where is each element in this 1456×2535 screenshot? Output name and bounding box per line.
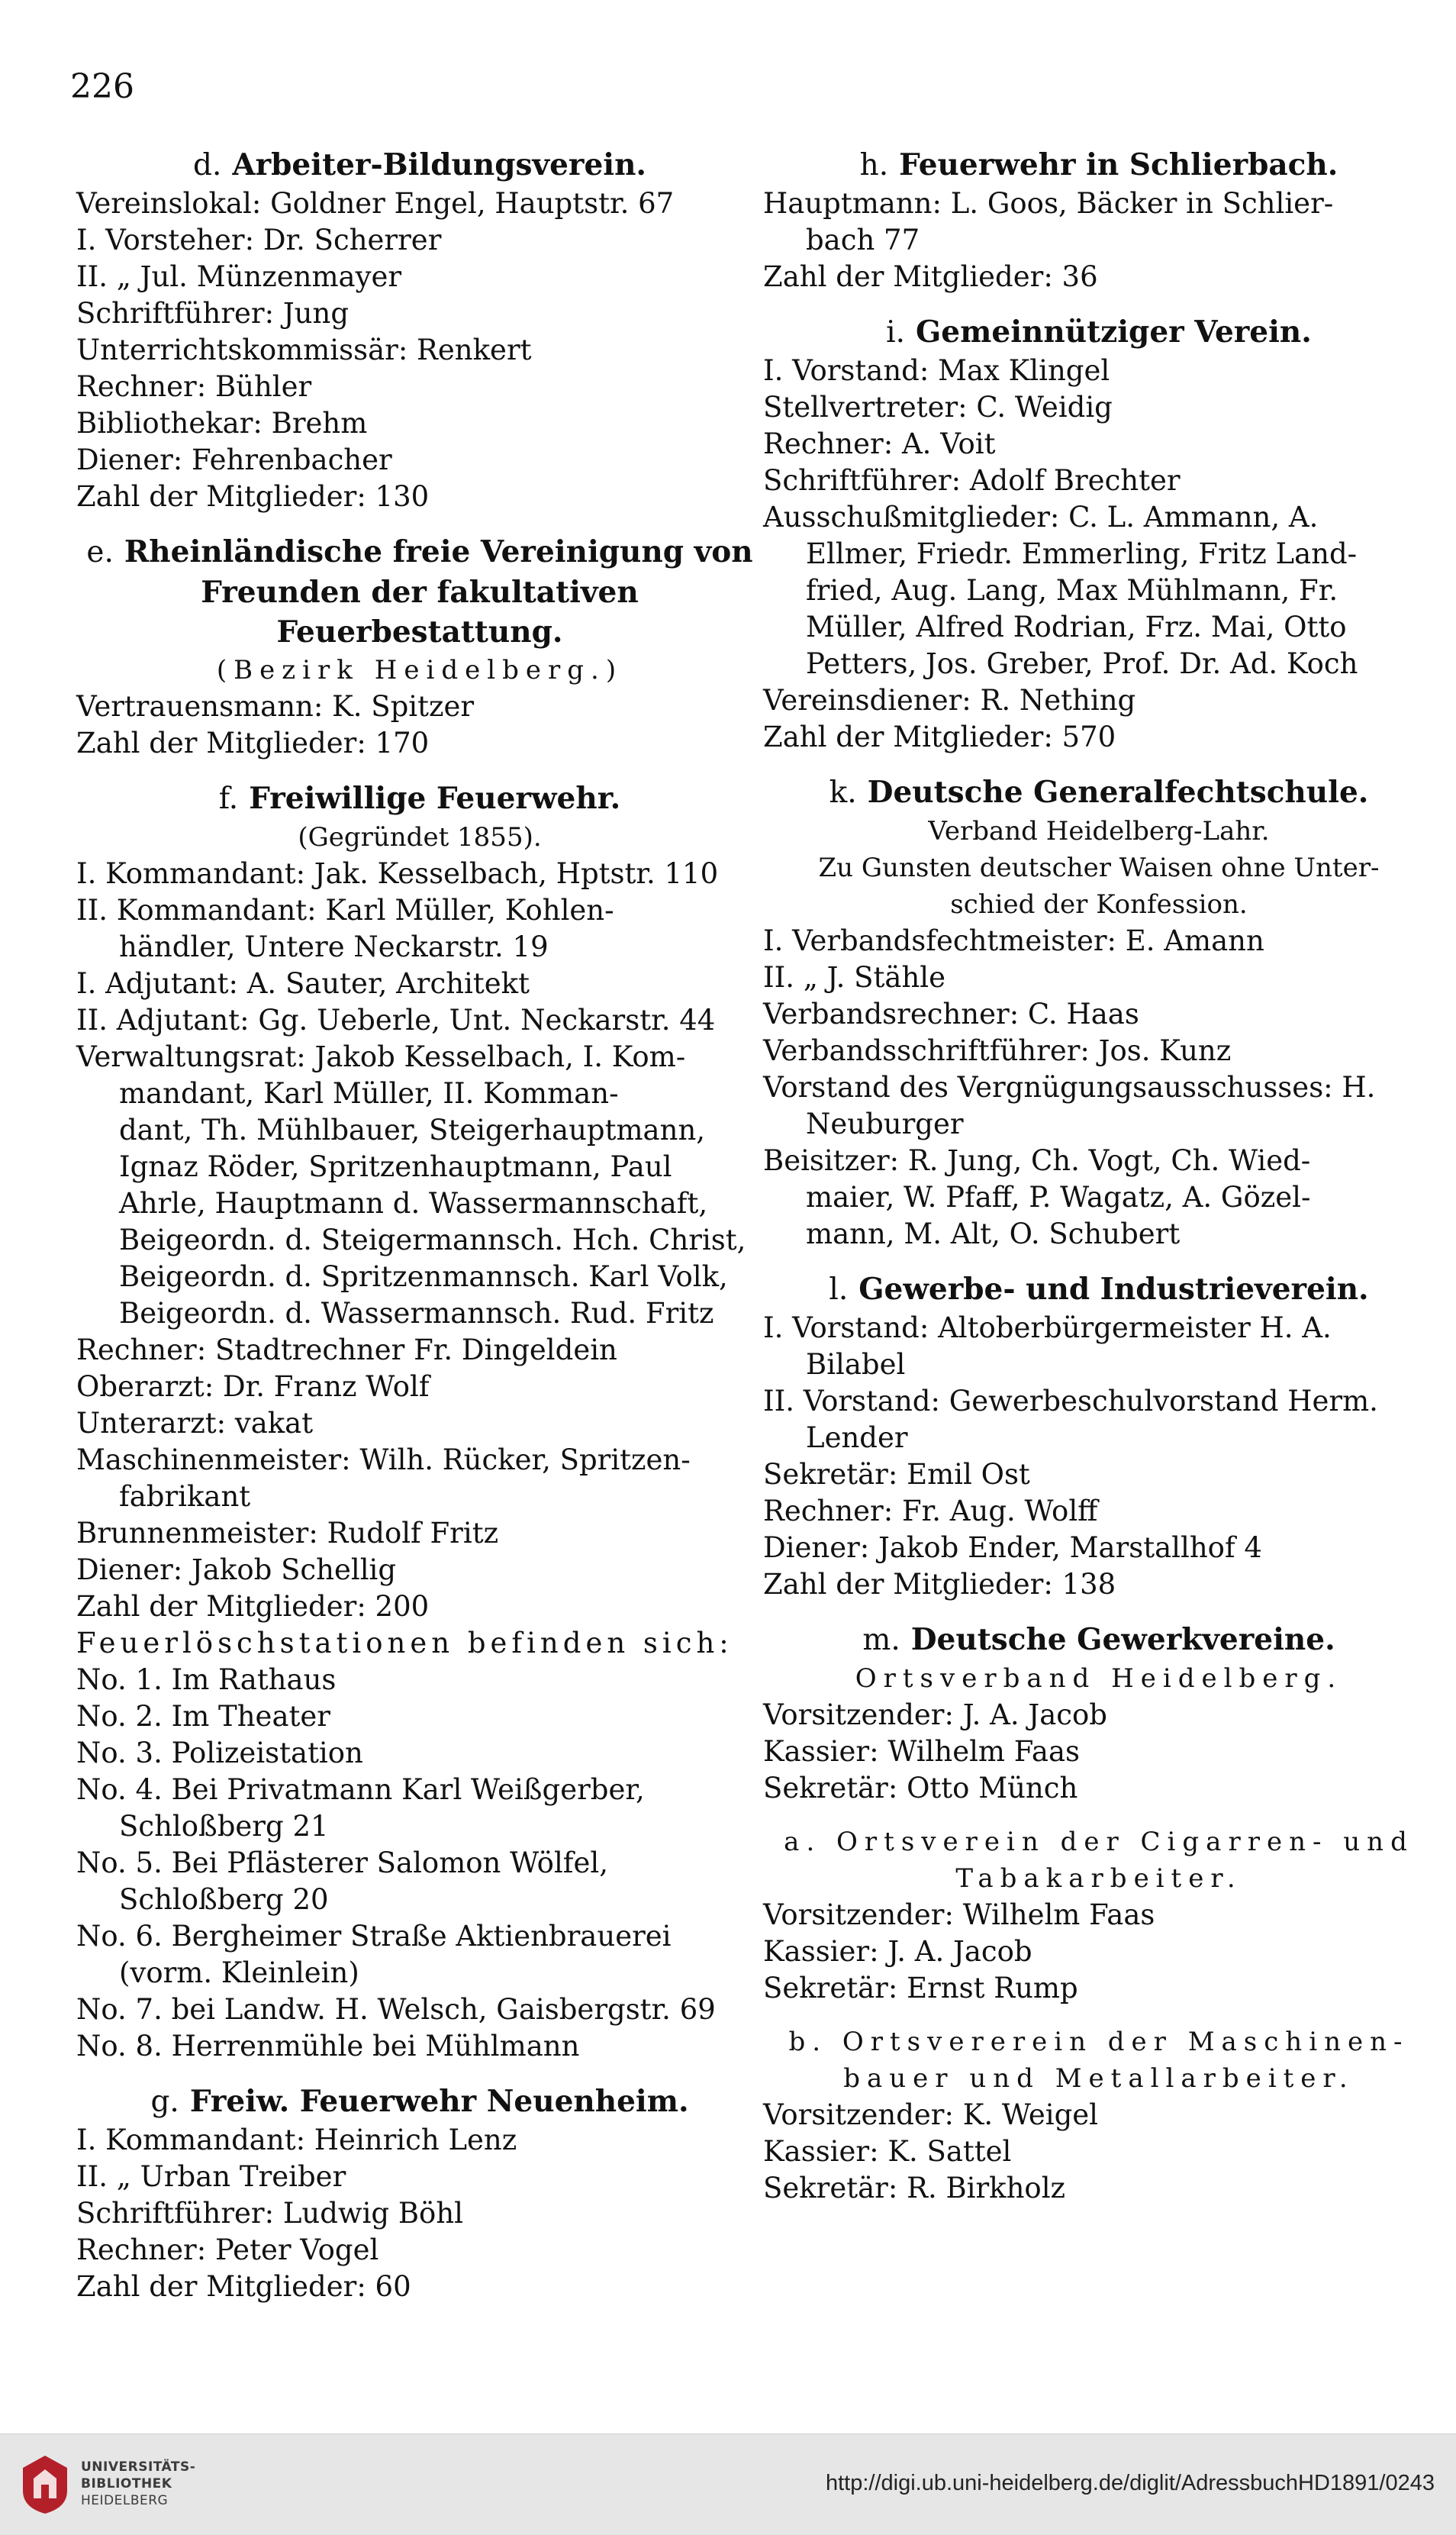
entry-line: Schloßberg 21 <box>119 1810 329 1843</box>
entry-line: No. 2. Im Theater <box>76 1700 330 1733</box>
entry-line: II. Kommandant: Karl Müller, Kohlen- <box>76 894 614 927</box>
entry-line: Verwaltungsrat: Jakob Kesselbach, I. Kom- <box>76 1040 686 1073</box>
section-title <box>76 779 763 819</box>
entry-line: Ignaz Röder, Spritzenhauptmann, Paul <box>119 1150 672 1183</box>
entry-line: Schriftführer: Ludwig Böhl <box>76 2197 463 2230</box>
entry-line: Vereinsdiener: R. Nething <box>763 684 1136 717</box>
entry-line: Zahl der Mitglieder: 130 <box>76 480 430 513</box>
entry-line: Zahl der Mitglieder: 138 <box>763 1568 1116 1601</box>
entry-line: Bilabel <box>806 1348 906 1381</box>
entry-line: Hauptmann: L. Goos, Bäcker in Schlier- <box>763 187 1334 220</box>
entry-line: Vertrauensmann: K. Spitzer <box>76 690 475 723</box>
section-subtitle: Verband Heidelberg-Lahr. <box>928 816 1270 847</box>
section-letter: i. <box>886 315 905 350</box>
entry-line: (vorm. Kleinlein) <box>119 1956 359 1989</box>
section-gap <box>763 1603 1435 1620</box>
entry-line: No. 1. Im Rathaus <box>76 1663 337 1696</box>
section-g <box>76 2082 763 2305</box>
entry-line: Beisitzer: R. Jung, Ch. Vogt, Ch. Wied- <box>763 1144 1311 1177</box>
entry-line: Maschinenmeister: Wilh. Rücker, Spritzen- <box>76 1443 691 1476</box>
entry-line: bach 77 <box>806 224 920 256</box>
entry-line: I. Verbandsfechtmeister: E. Amann <box>763 924 1264 957</box>
entry-line: Rechner: A. Voit <box>763 427 996 460</box>
entry-line: II. Vorstand: Gewerbeschulvorstand Herm. <box>763 1385 1378 1417</box>
entry-line: Rechner: Fr. Aug. Wolff <box>763 1495 1098 1527</box>
section-k <box>763 772 1435 1253</box>
section-subtitle: a. Ortsverein der Cigarren- und <box>784 1827 1414 1857</box>
section-subtitle: schied der Konfession. <box>950 889 1248 920</box>
university-seal-icon <box>18 2453 72 2517</box>
entry-line: Diener: Fehrenbacher <box>76 443 392 476</box>
entry-line: No. 6. Bergheimer Straße Aktienbrauerei <box>76 1920 672 1953</box>
section-title-text: Freiw. Feuerwehr Neuenheim. <box>189 2084 689 2119</box>
entry-line: mandant, Karl Müller, II. Komman- <box>119 1077 619 1110</box>
entry-line: Vorstand des Vergnügungsausschusses: H. <box>763 1071 1376 1104</box>
entry-line: Verbandsrechner: C. Haas <box>763 998 1139 1030</box>
entry-line: Rechner: Peter Vogel <box>76 2233 379 2266</box>
entry-line: Oberarzt: Dr. Franz Wolf <box>76 1370 430 1403</box>
entry-line: Vereinslokal: Goldner Engel, Hauptstr. 67 <box>76 187 675 220</box>
entry-line: Kassier: J. A. Jacob <box>763 1935 1032 1968</box>
entry-line: No. 4. Bei Privatmann Karl Weißgerber, <box>76 1773 645 1806</box>
entry-line: maier, W. Pfaff, P. Wagatz, A. Gözel- <box>806 1181 1311 1214</box>
section-title <box>763 145 1435 185</box>
section-f <box>76 779 763 2065</box>
entry-line: Zahl der Mitglieder: 570 <box>763 721 1116 753</box>
section-subtitle: b. Ortsvererein der Maschinen- <box>788 2027 1409 2057</box>
entry-line: II. „ J. Stähle <box>763 961 946 994</box>
entry-line: Petters, Jos. Greber, Prof. Dr. Ad. Koch <box>806 647 1358 680</box>
library-logo-text <box>81 2459 226 2509</box>
section-letter: e. <box>86 535 114 569</box>
section-title-text: Gemeinnütziger Verein. <box>916 314 1312 350</box>
section-letter: k. <box>829 776 857 810</box>
entry-line: Sekretär: Ernst Rump <box>763 1972 1078 2004</box>
entry-line: Schriftführer: Jung <box>76 297 350 330</box>
entry-line: mann, M. Alt, O. Schubert <box>806 1218 1181 1250</box>
page-number: 226 <box>70 67 134 106</box>
entry-line: II. „ Jul. Münzenmayer <box>76 260 402 293</box>
entry-line: Feuerlöschstationen befinden sich: <box>76 1627 733 1659</box>
section-gap <box>763 2007 1435 2024</box>
entry-line: Vorsitzender: K. Weigel <box>763 2098 1099 2131</box>
entry-line: I. Vorstand: Altoberbürgermeister H. A. <box>763 1311 1332 1344</box>
entry-line: No. 8. Herrenmühle bei Mühlmann <box>76 2030 580 2063</box>
entry-line: dant, Th. Mühlbauer, Steigerhauptmann, <box>119 1114 706 1147</box>
section-ma <box>763 1824 1435 2007</box>
section-gap <box>76 515 763 532</box>
entry-line: Schloßberg 20 <box>119 1883 329 1916</box>
entry-line: händler, Untere Neckarstr. 19 <box>119 930 549 963</box>
section-letter: g. <box>150 2085 179 2119</box>
section-l <box>763 1269 1435 1603</box>
section-i <box>763 312 1435 756</box>
entry-line: Kassier: K. Sattel <box>763 2135 1012 2168</box>
section-h <box>763 145 1435 295</box>
entry-line: Rechner: Bühler <box>76 370 312 403</box>
entry-line: Diener: Jakob Ender, Marstallhof 4 <box>763 1531 1262 1564</box>
section-letter: f. <box>218 782 239 816</box>
entry-line: Beigeordn. d. Wassermannsch. Rud. Fritz <box>119 1297 714 1330</box>
entry-line: Diener: Jakob Schellig <box>76 1553 397 1586</box>
entry-line: Unterarzt: vakat <box>76 1407 314 1440</box>
entry-line: Rechner: Stadtrechner Fr. Dingeldein <box>76 1334 617 1366</box>
logo-line-3: HEIDELBERG <box>81 2493 169 2508</box>
footer-bar <box>0 2433 1456 2535</box>
left-column <box>76 145 763 2305</box>
section-title <box>763 772 1435 813</box>
entry-line: Ellmer, Friedr. Emmerling, Fritz Land- <box>806 537 1358 570</box>
entry-line: Sekretär: Otto Münch <box>763 1772 1078 1804</box>
section-letter: l. <box>829 1272 849 1307</box>
source-url-link[interactable]: http://digi.ub.uni-heidelberg.de/diglit/AdressbuchHD1891/0243 <box>825 2471 1435 2495</box>
section-m <box>763 1620 1435 1807</box>
section-title-text: Rheinländische freie Vereinigung von Freunden der fakultativen Feuerbestattung. <box>124 534 753 650</box>
entry-line: I. Adjutant: A. Sauter, Architekt <box>76 967 530 1000</box>
entry-line: Unterrichtskommissär: Renkert <box>76 334 532 366</box>
entry-line: I. Vorstand: Max Klingel <box>763 354 1110 387</box>
section-gap <box>76 2065 763 2082</box>
entry-line: Zahl der Mitglieder: 60 <box>76 2270 411 2303</box>
section-mb <box>763 2024 1435 2207</box>
entry-line: Zahl der Mitglieder: 36 <box>763 260 1098 293</box>
entry-line: Zahl der Mitglieder: 200 <box>76 1590 430 1623</box>
section-title <box>76 532 763 652</box>
entry-line: No. 7. bei Landw. H. Welsch, Gaisbergstr. 69 <box>76 1993 716 2026</box>
entry-line: I. Vorsteher: Dr. Scherrer <box>76 224 442 256</box>
section-subtitle: (Bezirk Heidelberg.) <box>216 655 623 685</box>
entry-line: Brunnenmeister: Rudolf Fritz <box>76 1517 499 1550</box>
section-title-text: Feuerwehr in Schlierbach. <box>899 147 1338 182</box>
section-title <box>76 2082 763 2122</box>
entry-line: Zahl der Mitglieder: 170 <box>76 727 430 760</box>
section-letter: m. <box>862 1623 900 1657</box>
section-gap <box>763 1807 1435 1824</box>
section-subtitle: (Gegründet 1855). <box>298 822 542 853</box>
entry-line: Schriftführer: Adolf Brechter <box>763 464 1181 497</box>
section-title <box>76 145 763 185</box>
entry-line: Kassier: Wilhelm Faas <box>763 1735 1081 1768</box>
entry-line: Bibliothekar: Brehm <box>76 407 368 440</box>
entry-line: Müller, Alfred Rodrian, Frz. Mai, Otto <box>806 611 1347 643</box>
logo-line-1: UNIVERSITÄTS- <box>81 2459 196 2475</box>
entry-line: Lender <box>806 1421 908 1454</box>
entry-line: Beigeordn. d. Spritzenmannsch. Karl Volk, <box>119 1260 728 1293</box>
section-subtitle: Ortsverband Heidelberg. <box>855 1663 1343 1694</box>
entry-line: Sekretär: Emil Ost <box>763 1458 1030 1491</box>
section-e <box>76 532 763 762</box>
entry-line: Ausschußmitglieder: C. L. Ammann, A. <box>763 501 1319 534</box>
logo-line-2: BIBLIOTHEK <box>81 2476 172 2491</box>
entry-line: I. Kommandant: Heinrich Lenz <box>76 2124 517 2156</box>
entry-line: Vorsitzender: J. A. Jacob <box>763 1698 1107 1731</box>
entry-line: No. 5. Bei Pflästerer Salomon Wölfel, <box>76 1846 608 1879</box>
section-letter: d. <box>192 148 222 182</box>
entry-line: Stellvertreter: C. Weidig <box>763 391 1113 424</box>
section-title-text: Deutsche Generalfechtschule. <box>867 775 1369 810</box>
right-column <box>763 145 1435 2207</box>
section-gap <box>763 295 1435 312</box>
section-gap <box>763 756 1435 772</box>
entry-line: Vorsitzender: Wilhelm Faas <box>763 1898 1155 1931</box>
section-title-text: Deutsche Gewerkvereine. <box>910 1622 1335 1657</box>
entry-line: Verbandsschriftführer: Jos. Kunz <box>763 1034 1232 1067</box>
section-gap <box>76 762 763 779</box>
section-gap <box>763 1253 1435 1269</box>
entry-line: Beigeordn. d. Steigermannsch. Hch. Christ, <box>119 1224 746 1256</box>
entry-line: Sekretär: R. Birkholz <box>763 2172 1066 2204</box>
entry-line: Ahrle, Hauptmann d. Wassermannschaft, <box>119 1187 708 1220</box>
section-subtitle: bauer und Metallarbeiter. <box>843 2063 1355 2094</box>
section-title-text: Freiwillige Feuerwehr. <box>249 781 621 816</box>
section-d <box>76 145 763 515</box>
entry-line: II. Adjutant: Gg. Ueberle, Unt. Neckarstr. 44 <box>76 1004 716 1037</box>
entry-line: Neuburger <box>806 1108 964 1140</box>
entry-line: fabrikant <box>119 1480 251 1513</box>
entry-line: I. Kommandant: Jak. Kesselbach, Hptstr. 110 <box>76 857 719 890</box>
section-subtitle: Tabakarbeiter. <box>955 1863 1242 1894</box>
section-title <box>763 1269 1435 1310</box>
section-subtitle: Zu Gunsten deutscher Waisen ohne Unter- <box>818 853 1380 883</box>
section-title-text: Arbeiter-Bildungsverein. <box>232 147 647 182</box>
entry-line: II. „ Urban Treiber <box>76 2160 346 2193</box>
entry-line: No. 3. Polizeistation <box>76 1737 363 1769</box>
entry-line: fried, Aug. Lang, Max Mühlmann, Fr. <box>806 574 1338 607</box>
section-title <box>763 312 1435 353</box>
section-title <box>763 1620 1435 1660</box>
section-title-text: Gewerbe- und Industrieverein. <box>858 1272 1369 1307</box>
section-letter: h. <box>859 148 889 182</box>
